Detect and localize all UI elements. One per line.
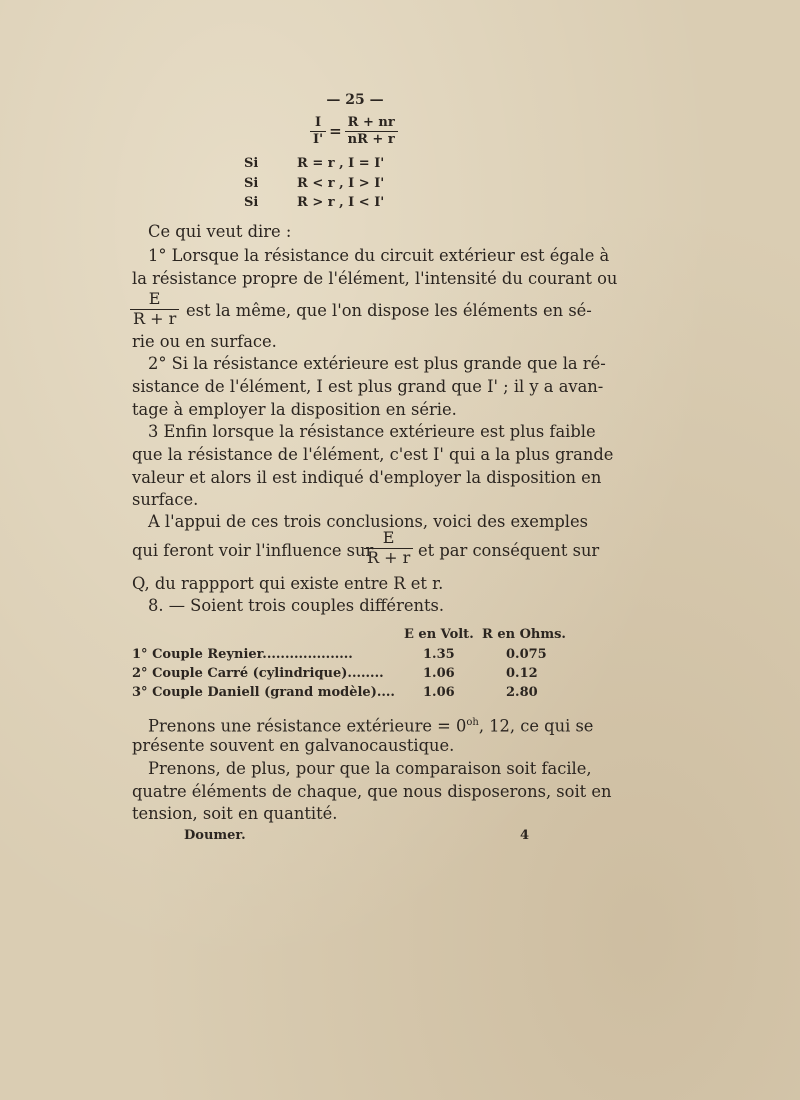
text-line: A l'appui de ces trois conclusions, voici des exemples xyxy=(148,512,588,531)
table-cell-r: 0.12 xyxy=(506,666,538,681)
table-cell-r: 2.80 xyxy=(506,685,538,700)
main-formula xyxy=(310,116,398,146)
formula-rhs-numerator: R + nr xyxy=(347,115,395,130)
fraction-denominator: R + r xyxy=(364,548,413,567)
text-line: tension, soit en quantité. xyxy=(132,804,338,823)
text-line: sistance de l'élément, I est plus grand que I' ; il y a avan- xyxy=(132,377,604,396)
table-cell-e: 1.06 xyxy=(423,685,455,700)
text-line: valeur et alors il est indiqué d'employer la disposition en xyxy=(132,468,602,487)
table-header-e: E en Volt. xyxy=(404,627,474,642)
fraction-e-over-r-plus-r xyxy=(364,530,413,567)
condition-si: Si xyxy=(244,195,259,210)
condition-relation: R = r , I = I' xyxy=(297,156,385,171)
footer-author: Doumer. xyxy=(184,828,246,843)
table-cell-r: 0.075 xyxy=(506,647,547,662)
formula-equals: = xyxy=(329,122,342,141)
table-cell-label: 3° Couple Daniell (grand modèle).... xyxy=(132,685,395,700)
text-line: et par conséquent sur xyxy=(418,541,600,560)
formula-rhs-denominator: nR + r xyxy=(345,131,398,147)
condition-si: Si xyxy=(244,156,259,171)
condition-relation: R < r , I > I' xyxy=(297,176,385,191)
table-cell-label: 1° Couple Reynier.................... xyxy=(132,647,353,662)
fraction-e-over-r-plus-r xyxy=(130,291,179,328)
page-number: — 25 — xyxy=(326,92,384,108)
text-line: Q, du rappport qui existe entre R et r. xyxy=(132,574,444,593)
footer-signature: 4 xyxy=(520,828,530,843)
section-heading: 8. — Soient trois couples différents. xyxy=(148,596,445,615)
fraction-numerator: E xyxy=(382,528,395,547)
table-cell-e: 1.35 xyxy=(423,647,455,662)
text-line: 3 Enfin lorsque la résistance extérieure est plus faible xyxy=(148,422,596,441)
text-line: Ce qui veut dire : xyxy=(148,222,292,241)
text-segment: Prenons une résistance extérieure = 0 xyxy=(148,716,467,736)
condition-si: Si xyxy=(244,176,259,191)
text-line: rie ou en surface. xyxy=(132,332,277,351)
text-line: présente souvent en galvanocaustique. xyxy=(132,736,455,755)
unit-superscript: oh xyxy=(466,717,479,728)
formula-lhs-numerator: I xyxy=(314,115,322,130)
fraction-denominator: R + r xyxy=(130,309,179,328)
text-line: la résistance propre de l'élément, l'intensité du courant ou xyxy=(132,269,618,288)
text-line: est la même, que l'on dispose les éléments en sé- xyxy=(186,301,592,320)
table-header-r: R en Ohms. xyxy=(482,627,566,642)
table-cell-label: 2° Couple Carré (cylindrique)........ xyxy=(132,666,384,681)
table-cell-e: 1.06 xyxy=(423,666,455,681)
fraction-numerator: E xyxy=(148,289,161,308)
text-line: qui feront voir l'influence sur xyxy=(132,541,374,560)
text-line: 2° Si la résistance extérieure est plus grande que la ré- xyxy=(148,354,606,373)
text-segment: , 12, ce qui se xyxy=(478,716,594,736)
text-line: 1° Lorsque la résistance du circuit extérieur est égale à xyxy=(148,246,610,265)
formula-rhs xyxy=(345,116,398,146)
text-line: que la résistance de l'élément, c'est I' qui a la plus grande xyxy=(132,445,614,464)
formula-lhs-denominator: I' xyxy=(310,131,326,147)
text-line: tage à employer la disposition en série. xyxy=(132,400,457,419)
formula-lhs xyxy=(310,116,326,146)
condition-relation: R > r , I < I' xyxy=(297,195,385,210)
text-line: Prenons, de plus, pour que la comparaison soit facile, xyxy=(148,759,592,778)
text-line: surface. xyxy=(132,490,199,509)
text-line: quatre éléments de chaque, que nous disposerons, soit en xyxy=(132,782,612,801)
